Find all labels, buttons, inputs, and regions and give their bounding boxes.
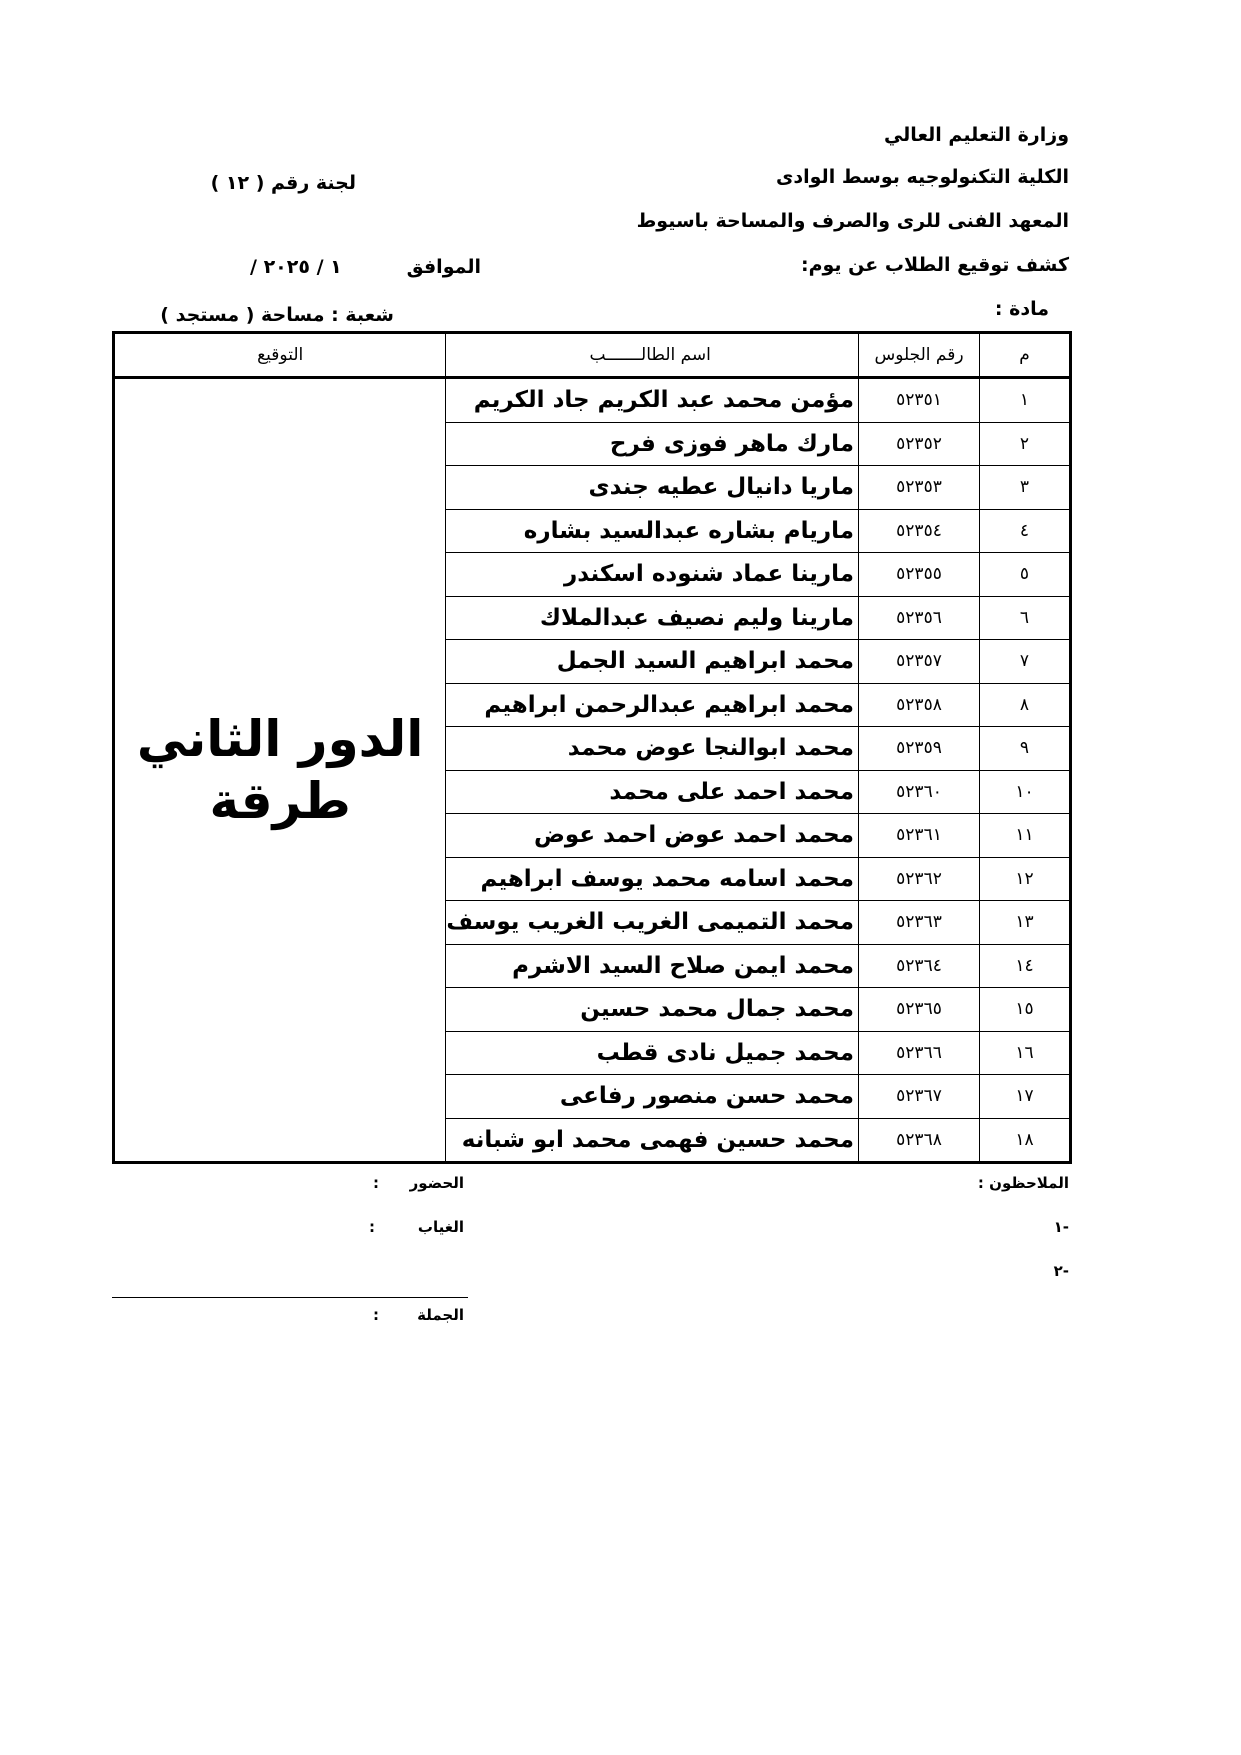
committee-number: لجنة رقم ( ١٢ ) — [210, 172, 356, 194]
table-body — [114, 378, 1071, 1163]
date-label: الموافق — [406, 256, 481, 278]
col-header-num: م — [980, 333, 1071, 378]
subject-label: مادة : — [994, 298, 1049, 320]
student-name: محمد حسين فهمى محمد ابو شبانه — [446, 1118, 859, 1163]
row-number: ١٠ — [980, 770, 1071, 814]
seat-number: ٥٢٣٦٥ — [859, 988, 980, 1032]
row-number: ١٨ — [980, 1118, 1071, 1163]
institute-title: المعهد الفنى للرى والصرف والمساحة باسيوط — [636, 210, 1069, 232]
seat-number: ٥٢٣٦١ — [859, 814, 980, 858]
note-1: -١ — [1053, 1218, 1069, 1236]
total-colon: : — [373, 1306, 379, 1324]
seat-number: ٥٢٣٥٦ — [859, 596, 980, 640]
student-name: مؤمن محمد عبد الكريم جاد الكريم — [446, 378, 859, 423]
col-header-seat: رقم الجلوس — [859, 333, 980, 378]
student-name: محمد التميمى الغريب الغريب يوسف — [446, 901, 859, 945]
stamp-line-2: طرقة — [209, 772, 351, 830]
absence-label: الغياب — [417, 1218, 464, 1236]
seat-number: ٥٢٣٥٧ — [859, 640, 980, 684]
seat-number: ٥٢٣٥٩ — [859, 727, 980, 771]
student-name: محمد احمد على محمد — [446, 770, 859, 814]
student-name: محمد جميل نادى قطب — [446, 1031, 859, 1075]
seat-number: ٥٢٣٦٤ — [859, 944, 980, 988]
note-2: -٢ — [1053, 1262, 1069, 1280]
row-number: ٩ — [980, 727, 1071, 771]
student-name: محمد ايمن صلاح السيد الاشرم — [446, 944, 859, 988]
college-title: الكلية التكنولوجيه بوسط الوادى — [775, 166, 1069, 188]
col-header-sign: التوقيع — [114, 333, 446, 378]
student-name: محمد ابراهيم السيد الجمل — [446, 640, 859, 684]
table-header-row — [114, 333, 1071, 378]
seat-number: ٥٢٣٥١ — [859, 378, 980, 423]
seat-number: ٥٢٣٦٣ — [859, 901, 980, 945]
row-number: ٨ — [980, 683, 1071, 727]
student-name: ماريا دانيال عطيه جندى — [446, 466, 859, 510]
row-number: ١٦ — [980, 1031, 1071, 1075]
row-number: ١ — [980, 378, 1071, 423]
attendance-colon: : — [373, 1174, 379, 1192]
row-number: ٥ — [980, 553, 1071, 597]
total-label: الجملة — [417, 1306, 464, 1324]
student-name: محمد حسن منصور رفاعى — [446, 1075, 859, 1119]
row-number: ١٥ — [980, 988, 1071, 1032]
seat-number: ٥٢٣٥٢ — [859, 422, 980, 466]
student-name: محمد اسامه محمد يوسف ابراهيم — [446, 857, 859, 901]
table-row — [114, 378, 1071, 423]
total-divider — [112, 1297, 468, 1298]
ministry-title: وزارة التعليم العالي — [883, 124, 1069, 146]
student-name: محمد احمد عوض احمد عوض — [446, 814, 859, 858]
row-number: ٢ — [980, 422, 1071, 466]
seat-number: ٥٢٣٦٨ — [859, 1118, 980, 1163]
row-number: ٤ — [980, 509, 1071, 553]
notes-label: الملاحظون : — [977, 1174, 1069, 1192]
row-number: ١١ — [980, 814, 1071, 858]
row-number: ٧ — [980, 640, 1071, 684]
absence-colon: : — [369, 1218, 375, 1236]
seat-number: ٥٢٣٦٦ — [859, 1031, 980, 1075]
sheet-title: كشف توقيع الطلاب عن يوم: — [800, 254, 1069, 276]
student-name: مارينا عماد شنوده اسكندر — [446, 553, 859, 597]
division-label: شعبة : مساحة ( مستجد ) — [160, 304, 394, 326]
student-name: ماريام بشاره عبدالسيد بشاره — [446, 509, 859, 553]
row-number: ٣ — [980, 466, 1071, 510]
row-number: ١٣ — [980, 901, 1071, 945]
seat-number: ٥٢٣٦٢ — [859, 857, 980, 901]
seat-number: ٥٢٣٥٣ — [859, 466, 980, 510]
row-number: ٦ — [980, 596, 1071, 640]
student-name: محمد ابراهيم عبدالرحمن ابراهيم — [446, 683, 859, 727]
student-name: مارينا وليم نصيف عبدالملاك — [446, 596, 859, 640]
row-number: ١٢ — [980, 857, 1071, 901]
student-name: محمد جمال محمد حسين — [446, 988, 859, 1032]
row-number: ١٧ — [980, 1075, 1071, 1119]
attendance-label: الحضور — [409, 1174, 464, 1192]
student-name: محمد ابوالنجا عوض محمد — [446, 727, 859, 771]
seat-number: ٥٢٣٥٥ — [859, 553, 980, 597]
seat-number: ٥٢٣٦٧ — [859, 1075, 980, 1119]
col-header-name: اسم الطالـــــــب — [446, 333, 859, 378]
attendance-table — [112, 331, 1072, 1164]
student-name: مارك ماهر فوزى فرح — [446, 422, 859, 466]
seat-number: ٥٢٣٥٤ — [859, 509, 980, 553]
signature-cell — [114, 378, 446, 1163]
date-value: / ١ / ٢٠٢٥ — [250, 256, 342, 278]
seat-number: ٥٢٣٦٠ — [859, 770, 980, 814]
seat-number: ٥٢٣٥٨ — [859, 683, 980, 727]
row-number: ١٤ — [980, 944, 1071, 988]
stamp-line-1: الدور الثاني — [136, 709, 424, 768]
round-stamp — [115, 708, 445, 833]
